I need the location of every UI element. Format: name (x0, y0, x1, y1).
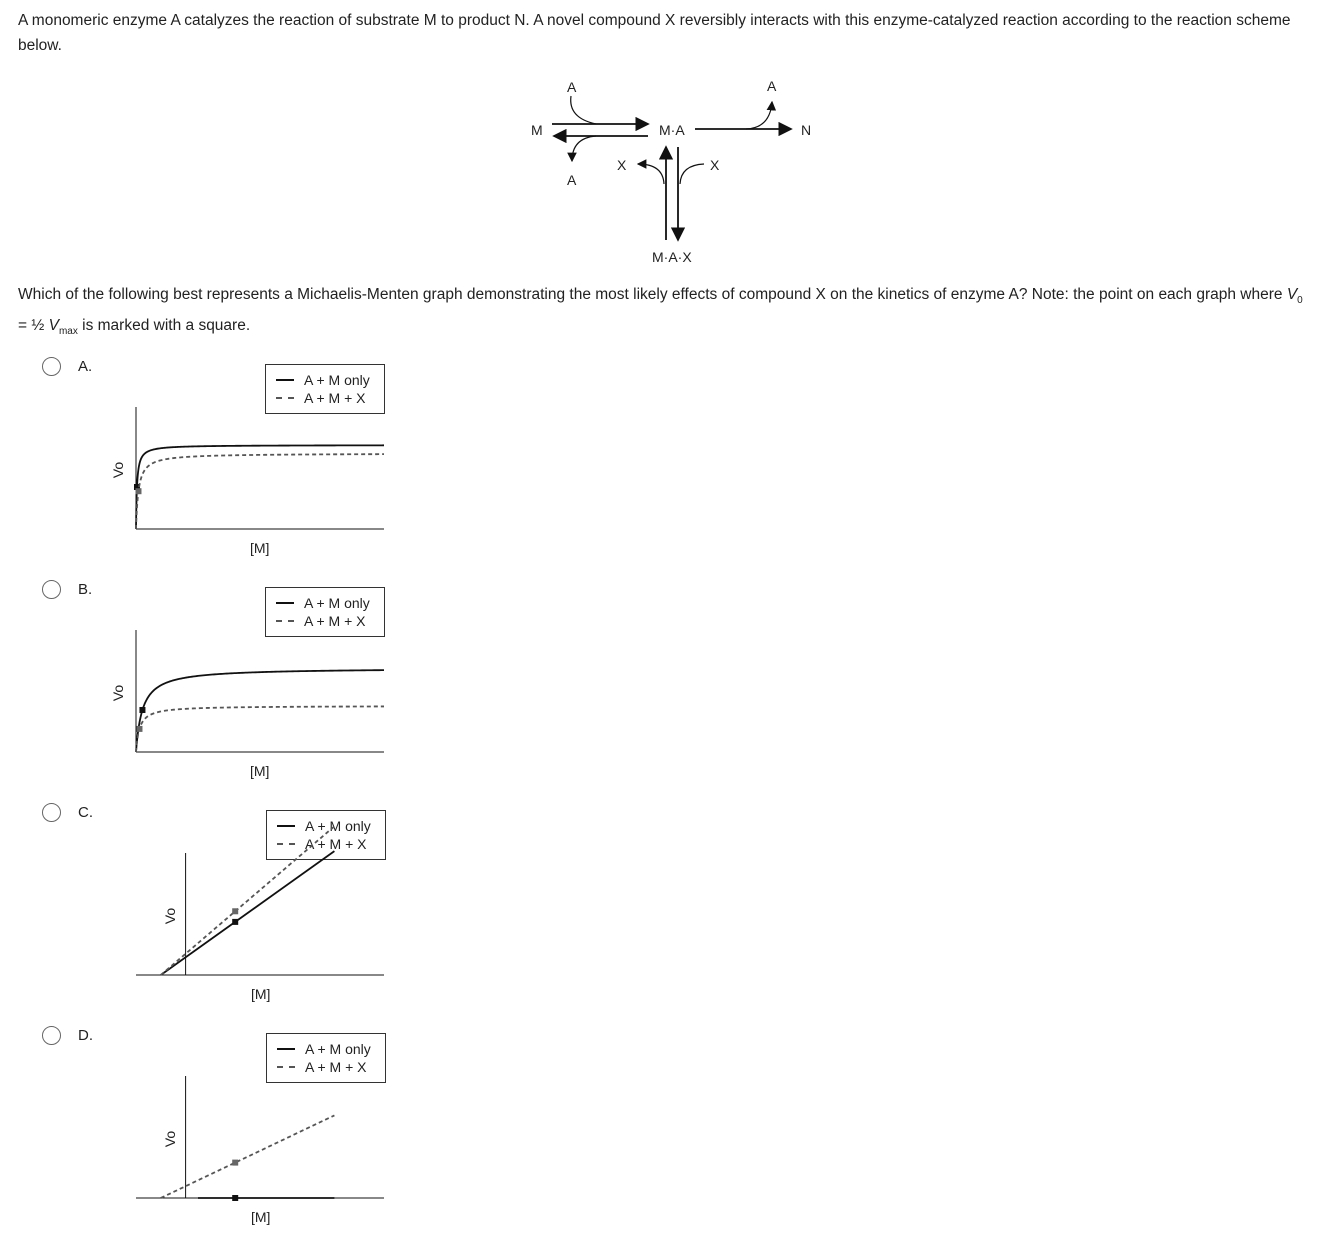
half-vmax-marker-inhibited (136, 726, 142, 732)
x-axis-label: [M] (250, 763, 270, 779)
legend-dashed-label: A + M + X (304, 390, 366, 406)
radio-option-b[interactable] (42, 580, 61, 599)
x-axis-label: [M] (251, 986, 271, 1002)
scheme-X-left: X (617, 157, 627, 173)
graph-b (136, 630, 388, 760)
legend-dashed-label: A + M + X (305, 836, 367, 852)
radio-option-d[interactable] (42, 1026, 61, 1045)
scheme-MAX: M·A·X (652, 249, 692, 265)
scheme-A-bottom-left: A (567, 172, 577, 188)
y-axis-label: Vo (162, 1130, 179, 1148)
scheme-N: N (801, 122, 812, 138)
scheme-MA: M·A (659, 122, 685, 138)
curve-A-in (571, 96, 596, 124)
legend-dashed-label: A + M + X (305, 1059, 367, 1075)
y-axis-label: Vo (110, 684, 127, 702)
scheme-M: M (531, 122, 543, 138)
option-b-letter: B. (78, 581, 93, 598)
radio-option-a[interactable] (42, 357, 61, 376)
radio-option-c[interactable] (42, 803, 61, 822)
half-vmax-marker-control (232, 919, 238, 925)
series-curve-inhibited (136, 706, 384, 752)
question-intro: A monomeric enzyme A catalyzes the reaction of substrate M to product N. A novel compound X reversibly interacts with this enzyme-catalyzed reaction according to the reaction scheme below. (18, 12, 1291, 54)
curve-X-out (638, 164, 664, 184)
half-vmax-marker-inhibited (232, 1160, 238, 1166)
option-c[interactable] (42, 803, 402, 1013)
series-curve-control (136, 670, 384, 752)
half-vmax-marker-control (139, 707, 145, 713)
option-a[interactable] (42, 357, 402, 567)
graph-a (136, 407, 388, 537)
half-vmax-marker-inhibited (135, 488, 141, 494)
legend-solid-label: A + M only (304, 595, 370, 611)
scheme-A-top-right: A (767, 78, 777, 94)
graph-d (136, 1076, 388, 1206)
option-a-letter: A. (78, 358, 93, 375)
x-axis-label: [M] (250, 540, 270, 556)
curve-X-in (680, 164, 704, 184)
curve-A-release (746, 102, 772, 129)
option-d-letter: D. (78, 1027, 93, 1044)
half-vmax-marker-control (232, 1195, 238, 1201)
option-b[interactable] (42, 580, 402, 790)
legend-solid-label: A + M only (304, 372, 370, 388)
scheme-A-top-left: A (567, 79, 577, 95)
series-line-inhibited (161, 1115, 335, 1198)
legend-solid-label: A + M only (305, 1041, 371, 1057)
option-c-letter: C. (78, 804, 93, 821)
x-axis-label: [M] (251, 1209, 271, 1225)
option-d[interactable] (42, 1026, 402, 1236)
legend-solid-label: A + M only (305, 818, 371, 834)
legend-dashed-label: A + M + X (304, 613, 366, 629)
curve-A-out (572, 136, 596, 161)
series-curve-inhibited (136, 454, 384, 529)
y-axis-label: Vo (110, 461, 127, 479)
question-prompt: Which of the following best represents a Michaelis-Menten graph demonstrating the most likely effects of compound X on the kinetics of enzyme A? Note: the point on each graph where $V_0$ = ½ $V_{max}$ is marked with a square. (18, 286, 1303, 338)
y-axis-label: Vo (162, 907, 179, 925)
graph-c (136, 853, 388, 983)
series-line-control (161, 851, 335, 975)
reaction-scheme (520, 72, 820, 272)
half-vmax-marker-inhibited (232, 908, 238, 914)
scheme-X-right: X (710, 157, 720, 173)
